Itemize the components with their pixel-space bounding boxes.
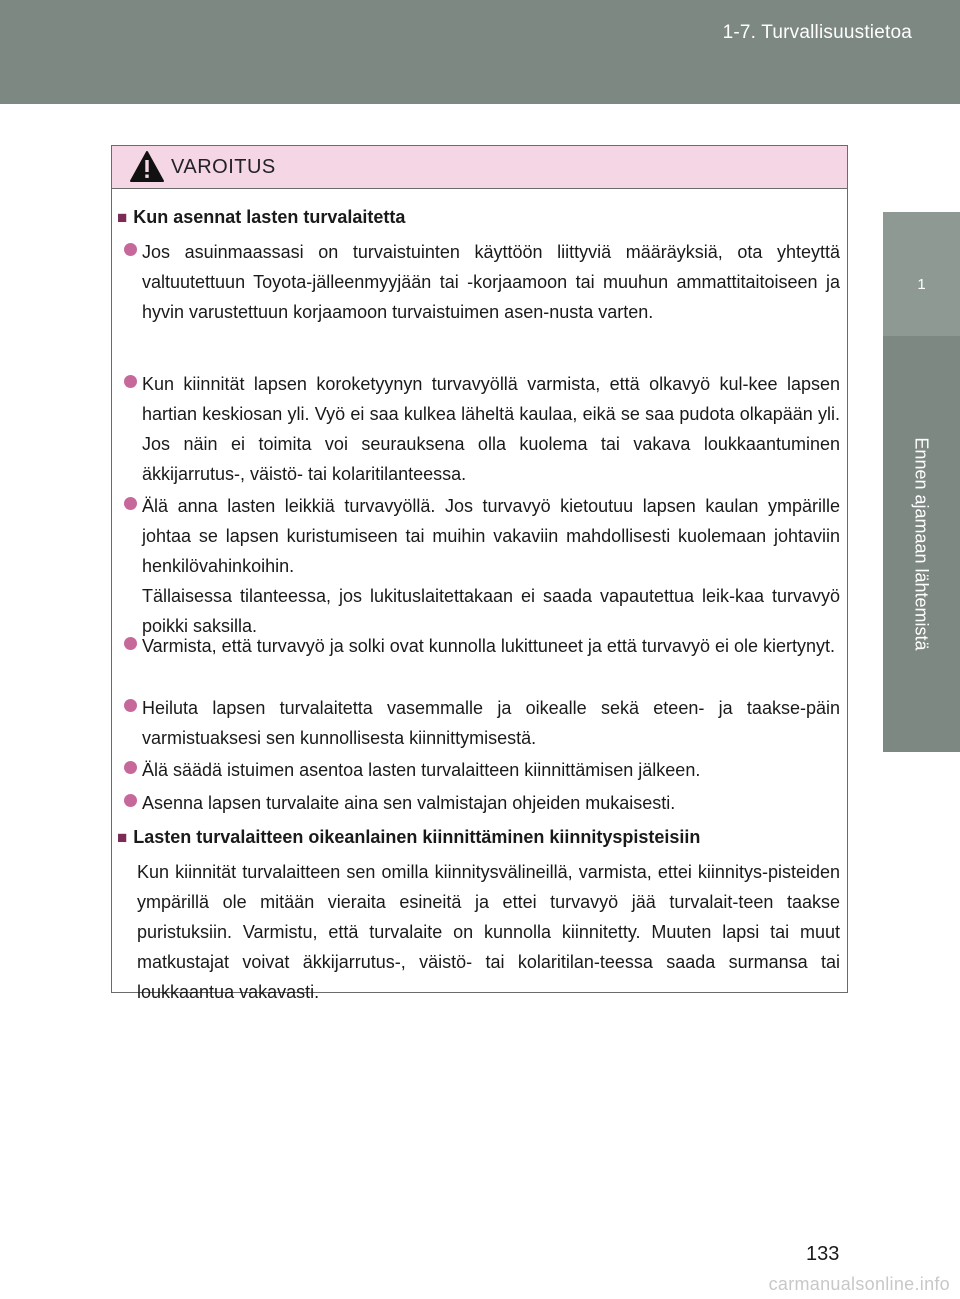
warning-header [112,146,847,189]
section-heading [117,207,405,228]
list-item-text: Jos asuinmaassasi on turvaistuinten käyttöön liittyviä määräyksiä, ota yhteyttä valtuutettuun Toyota-jälleenmyyjään tai -korjaamoon tai muuhun ammattitaitoiseen ja hyvin varustettuun korjaamoon turvaistuimen asen-nusta varten. [142,242,840,322]
list-item [124,491,840,641]
bullet-dot-icon [124,497,137,510]
chapter-title: Ennen ajamaan lähtemistä [911,437,932,651]
list-item [124,237,840,327]
list-item-text [142,491,840,641]
bullet-dot-icon [124,243,137,256]
watermark: carmanualsonline.info [768,1274,950,1294]
chapter-title-tab [883,336,960,752]
list-item-text: Älä säädä istuimen asentoa lasten turvalaitteen kiinnittämisen jälkeen. [142,760,701,780]
section-heading-text: Lasten turvalaitteen oikeanlainen kiinnittäminen kiinnityspisteisiin [133,827,701,847]
square-bullet-icon: ■ [117,208,128,227]
page-number: 133 [806,1243,840,1265]
list-item-text-part: Älä anna lasten leikkiä turvavyöllä. Jos turvavyö kietoutuu lapsen kaulan ympärille johtaa se lapsen kuristumiseen tai muihin vakaviin mahdollisesti kuolemaan johtaviin henkilövahinkoihin. [142,496,840,576]
bullet-dot-icon [124,637,137,650]
list-item-text: Kun kiinnität lapsen koroketyynyn turvavyöllä varmista, että olkavyö kul-kee lapsen hartian keskiosan yli. Vyö ei saa kulkea läheltä kaulaa, eikä se saa pudota olkapään yli. Jos näin ei toimita voi seurauksena olla kuolema tai vakava loukkaantuminen äkkijarrutus-, väistö- tai kolaritilanteessa. [142,374,840,484]
warning-triangle-icon [129,150,165,183]
list-item [124,788,840,818]
chapter-number-tab [883,212,960,336]
paragraph: Kun kiinnität turvalaitteen sen omilla kiinnitysvälineillä, varmista, ettei kiinnitys-pisteiden ympärillä ole mitään vieraita esineitä ja ettei turvavyö jää turvalait-teen taakse puristuksiin. Varmistu, että turvalaite on kunnolla kiinnitetty. Muuten lapsi tai muut matkustajat voivat äkkijarrutus-, väistö- tai kolaritilan-teessa saada surmansa tai loukkaantua vakavasti. [137,862,840,1002]
warning-title: VAROITUS [171,156,276,178]
bullet-dot-icon [124,761,137,774]
list-item-text: Asenna lapsen turvalaite aina sen valmistajan ohjeiden mukaisesti. [142,793,676,813]
section-heading [117,827,700,848]
list-item-text-part: Tällaisessa tilanteessa, jos lukituslaitettakaan ei saada vapautettua leik-kaa turvavyö poikki saksilla. [142,586,840,636]
header-band [0,0,960,104]
list-item [124,369,840,489]
list-item [124,755,840,785]
section-heading-text: Kun asennat lasten turvalaitetta [133,207,406,227]
chapter-number: 1 [917,276,926,293]
bullet-dot-icon [124,794,137,807]
list-item-text: Heiluta lapsen turvalaitetta vasemmalle ja oikealle sekä eteen- ja taakse-päin varmistuaksesi sen kunnollisesta kiinnittymisestä. [142,698,840,748]
list-item [124,631,840,661]
list-item [124,693,840,753]
bullet-dot-icon [124,375,137,388]
bullet-dot-icon [124,699,137,712]
section-label: 1-7. Turvallisuustietoa [722,22,912,43]
warning-box [111,145,848,1002]
list-item-text: Varmista, että turvavyö ja solki ovat kunnolla lukittuneet ja että turvavyö ei ole kiertynyt. [142,636,835,656]
square-bullet-icon: ■ [117,828,128,847]
